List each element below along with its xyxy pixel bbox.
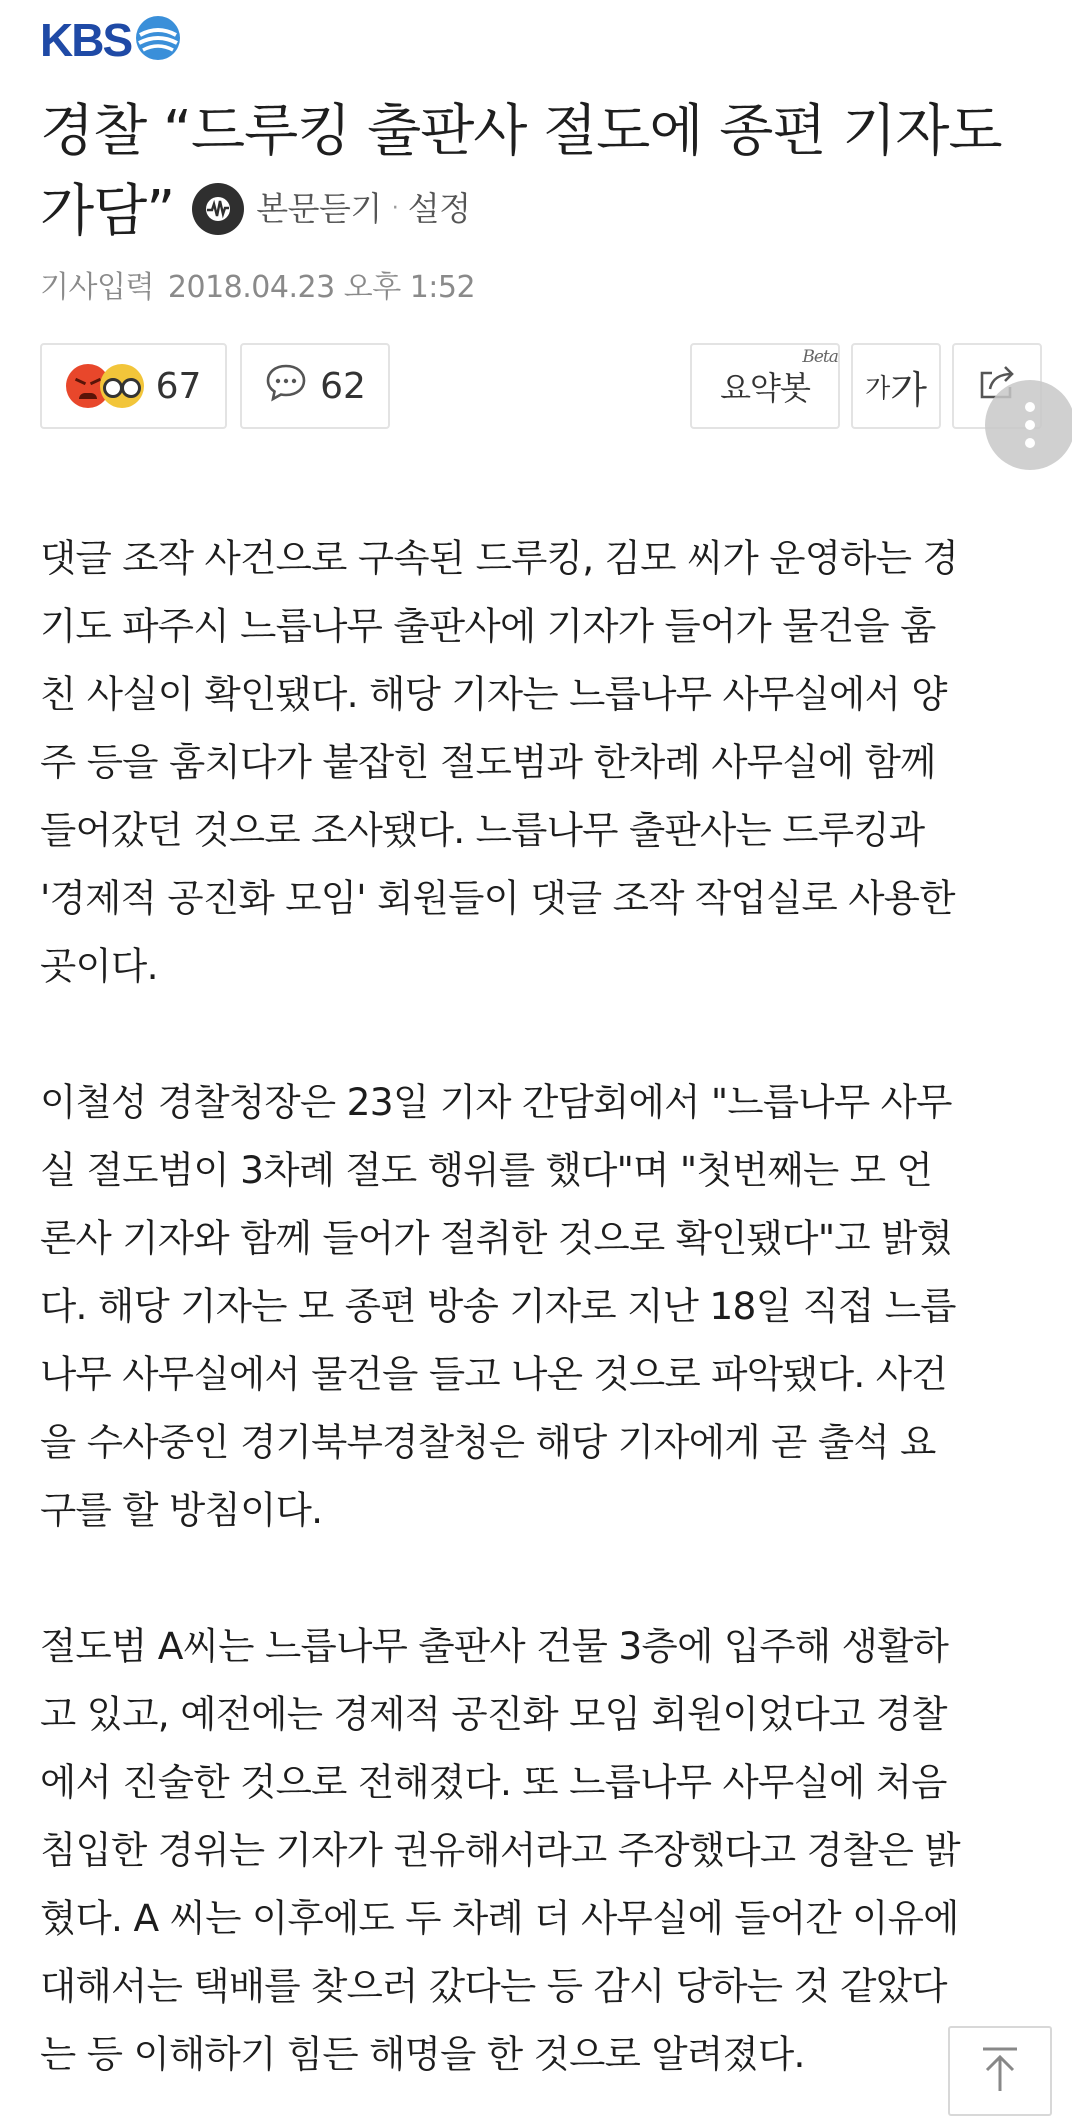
summary-bot-label — [720, 347, 838, 409]
speech-bubble-icon — [264, 360, 308, 413]
summary-bot-button[interactable] — [690, 343, 840, 429]
article-paragraph: 이철성 경찰청장은 23일 기자 간담회에서 "느릅나무 사무 실 절도범이 3차례 절도 행위를 했다"며 "첫번째는 모 언 론사 기자와 함께 들어가 절취한 것으로 확인됐다"고 밝혔 다. 해당 기자는 모 종편 방송 기자로 지난 18일 직접 느릅 나무 사무실에서 물건을 들고 나온 것으로 파악됐다. 사건 을 수사중인 경기북부경찰청은 해당 기자에게 곧 출석 요 구를 할 방침이다. — [40, 1080, 956, 1532]
listen-controls — [192, 169, 470, 249]
article-paragraph: 댓글 조작 사건으로 구속된 드루킹, 김모 씨가 운영하는 경 기도 파주시 느릅나무 출판사에 기자가 들어가 물건을 훔 친 사실이 확인됐다. 해당 기자는 느릅나무 사무실에서 양 주 등을 훔치다가 붙잡힌 절도범과 한차례 사무실에 함께 들어갔던 것으로 조사됐다. 느릅나무 출판사는 드루킹과 '경제적 공진화 모임' 회원들이 댓글 조작 작업실로 사용한 곳이다. — [40, 536, 959, 988]
reaction-button[interactable] — [40, 343, 227, 429]
comment-count: 62 — [320, 365, 366, 407]
beta-badge: Beta — [802, 347, 838, 367]
reaction-count: 67 — [155, 365, 202, 407]
kbs-globe-icon — [135, 15, 181, 65]
article-headline — [40, 92, 1040, 255]
date-label: 기사입력 — [40, 270, 154, 305]
surprised-face-icon — [100, 364, 144, 408]
kbs-logo[interactable] — [40, 14, 181, 66]
summary-bot-text: 요약봇 — [720, 369, 810, 407]
headline-text: 경찰 “드루킹 출판사 절도에 종편 기자도 가담” — [40, 99, 1002, 244]
separator-dot: · — [391, 195, 398, 221]
audio-wave-icon[interactable] — [192, 183, 244, 235]
listen-button[interactable]: 본문듣기 — [256, 188, 382, 228]
more-vertical-icon[interactable] — [985, 380, 1072, 470]
article-paragraph: 절도범 A씨는 느릅나무 출판사 건물 3층에 입주해 생활하 고 있고, 예전에는 경제적 공진화 모임 회원이었다고 경찰 에서 진술한 것으로 전해졌다. 또 느릅나무 사무실에 처음 침입한 경위는 기자가 권유해서라고 주장했다고 경찰은 밝 혔다. A 씨는 이후에도 두 차례 더 사무실에 들어간 이유에 대해서는 택배를 찾으러 갔다는 등 감시 당하는 것 같았다 는 등 이해하기 힘든 해명을 한 것으로 알려졌다. — [40, 1624, 960, 2076]
date-value: 2018.04.23 오후 1:52 — [167, 270, 476, 305]
font-size-button[interactable] — [851, 343, 941, 429]
article-body — [40, 524, 1040, 2128]
font-size-large: 가 — [890, 367, 927, 412]
font-size-small: 가 — [865, 373, 891, 404]
article-dateline — [40, 262, 475, 306]
logo-text: KBS — [40, 14, 132, 66]
scroll-top-button[interactable] — [948, 2026, 1052, 2116]
arrow-up-icon — [977, 2043, 1023, 2099]
listen-settings-button[interactable]: 설정 — [407, 188, 471, 228]
comment-button[interactable] — [240, 343, 390, 429]
